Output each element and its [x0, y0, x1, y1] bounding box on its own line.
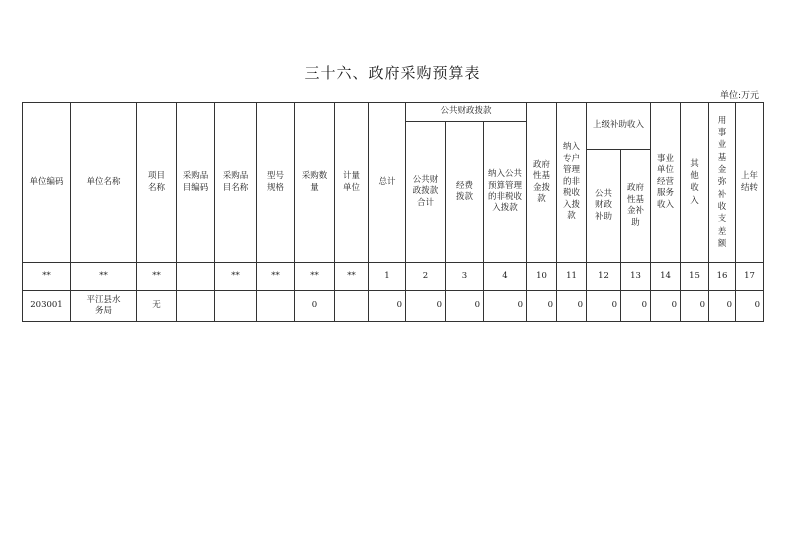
header-public-fiscal-group: 公共财政拨款: [406, 103, 527, 122]
cell-fund-makeup: 0: [709, 291, 736, 322]
index-cell: 13: [621, 263, 651, 291]
cell-superior-govfund: 0: [621, 291, 651, 322]
index-cell: 2: [406, 263, 446, 291]
header-gov-fund: 政府性基金拨款: [527, 103, 557, 263]
header-superior-govfund: 政府性基金补助: [621, 150, 651, 263]
index-cell: 14: [651, 263, 681, 291]
index-cell: 3: [446, 263, 484, 291]
index-cell: 16: [709, 263, 736, 291]
header-total: 总计: [369, 103, 406, 263]
cell-quantity: 0: [295, 291, 335, 322]
index-cell: 4: [484, 263, 527, 291]
header-quantity: 采购数量: [295, 103, 335, 263]
index-cell: **: [71, 263, 137, 291]
header-spec: 型号规格: [257, 103, 295, 263]
cell-business-income: 0: [651, 291, 681, 322]
header-unit-code: 单位编码: [23, 103, 71, 263]
cell-special-nontax: 0: [557, 291, 587, 322]
header-last-year: 上年结转: [736, 103, 764, 263]
cell-spec: [257, 291, 295, 322]
cell-measure-unit: [335, 291, 369, 322]
page-title: 三十六、政府采购预算表: [304, 64, 481, 82]
header-superior-public: 公共财政补助: [587, 150, 621, 263]
cell-nontax-budget: 0: [484, 291, 527, 322]
header-nontax-budget: 纳入公共预算管理的非税收入拨款: [484, 122, 527, 263]
header-row-1: [23, 103, 764, 122]
cell-superior-public: 0: [587, 291, 621, 322]
cell-unit-code: 203001: [23, 291, 71, 322]
header-catalog-name: 采购品目名称: [215, 103, 257, 263]
header-measure-unit: 计量单位: [335, 103, 369, 263]
cell-catalog-name: [215, 291, 257, 322]
index-cell: **: [335, 263, 369, 291]
cell-total: 0: [369, 291, 406, 322]
header-superior-group: 上级补助收入: [587, 103, 651, 150]
header-unit-name: 单位名称: [71, 103, 137, 263]
header-business-income: 事业单位经营服务收入: [651, 103, 681, 263]
cell-unit-name: 平江县水务局: [71, 291, 137, 322]
index-cell: 10: [527, 263, 557, 291]
cell-gov-fund: 0: [527, 291, 557, 322]
header-catalog-code: 采购品目编码: [177, 103, 215, 263]
procurement-budget-table: [22, 102, 764, 322]
cell-public-fiscal-total: 0: [406, 291, 446, 322]
index-cell: 12: [587, 263, 621, 291]
cell-other-income: 0: [681, 291, 709, 322]
index-cell: 17: [736, 263, 764, 291]
cell-item-name: 无: [137, 291, 177, 322]
header-public-fiscal-total: 公共财政拨款合计: [406, 122, 446, 263]
cell-last-year: 0: [736, 291, 764, 322]
index-cell: **: [137, 263, 177, 291]
index-cell: 11: [557, 263, 587, 291]
header-other-income: 其他收入: [681, 103, 709, 263]
header-fund-makeup: 用事业基金弥补收支差额: [709, 103, 736, 263]
index-cell: **: [23, 263, 71, 291]
index-cell: 15: [681, 263, 709, 291]
index-cell: **: [257, 263, 295, 291]
index-cell: 1: [369, 263, 406, 291]
cell-fee-allocation: 0: [446, 291, 484, 322]
header-item-name: 项目名称: [137, 103, 177, 263]
index-row: [23, 263, 764, 291]
table-row: [23, 291, 764, 322]
header-special-nontax: 纳入专户管理的非税收入拨款: [557, 103, 587, 263]
index-cell: [177, 263, 215, 291]
index-cell: **: [295, 263, 335, 291]
index-cell: **: [215, 263, 257, 291]
unit-label: 单位:万元: [719, 91, 759, 101]
header-fee-allocation: 经费拨款: [446, 122, 484, 263]
cell-catalog-code: [177, 291, 215, 322]
